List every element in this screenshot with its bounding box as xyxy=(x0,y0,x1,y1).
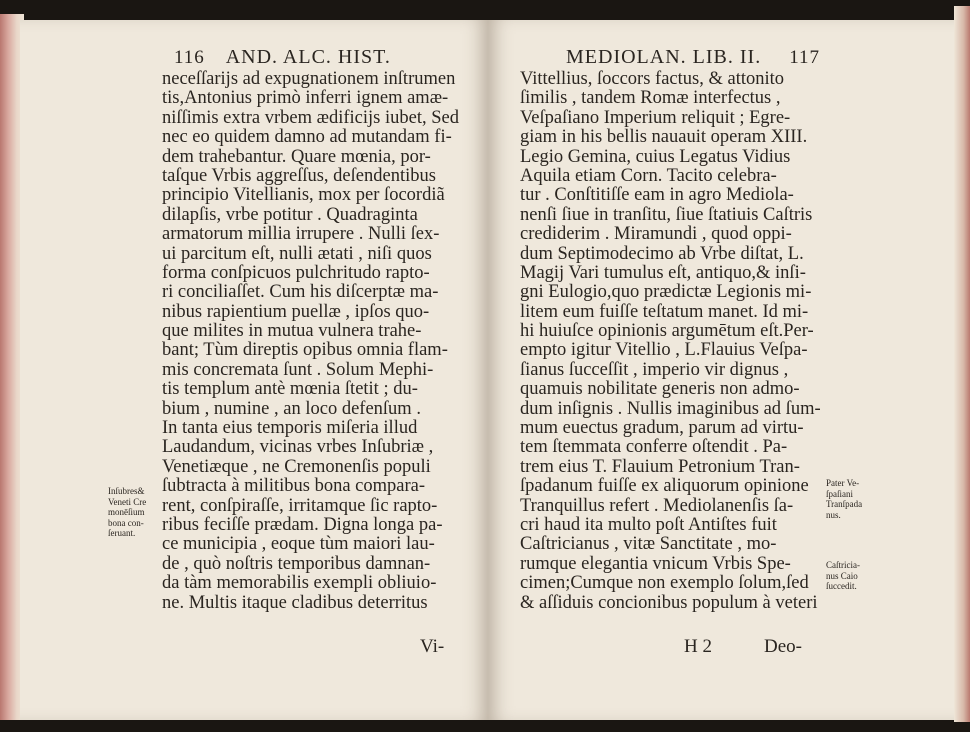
right-running-head xyxy=(566,46,820,69)
text-line: Vittellius, ſoccors factus, & attonito xyxy=(520,70,785,89)
text-line: cimen;Cumque non exemplo ſolum,ſed xyxy=(520,574,809,594)
text-line: ribus feciſſe prædam. Digna longa pa- xyxy=(162,515,443,535)
text-line: Magij Vari tumulus eſt, antiquo,& inſi- xyxy=(520,263,806,283)
text-line: Veſpaſiano Imperium reliquit ; Egre- xyxy=(520,108,791,128)
right-page xyxy=(488,20,954,720)
text-line: dem trahebantur. Quare mœnia, por- xyxy=(162,147,431,167)
left-page-number: 116 xyxy=(174,47,205,68)
text-line: bant; Tùm direptis opibus omnia flam- xyxy=(162,341,448,361)
margin-note-line: bona con- xyxy=(108,517,144,528)
text-line: dum Septimodecimo ab Vrbe diſtat, L. xyxy=(520,244,804,264)
text-line: hi huiuſce opinionis argumētum eſt.Per- xyxy=(520,322,814,342)
left-running-head-title: AND. ALC. HIST. xyxy=(225,46,391,68)
text-line: tis templum antè mœnia ſtetit ; du- xyxy=(162,380,418,400)
text-line: nibus rapientium puellæ , ipſos quo- xyxy=(162,302,430,322)
text-line: crediderim . Miramundi , quod oppi- xyxy=(520,225,792,245)
left-catchword: Vi- xyxy=(420,636,445,657)
text-line: ſimilis , tandem Romæ interfectus , xyxy=(520,89,781,109)
text-line: ri conciliaſſet. Cum his diſcerptæ ma- xyxy=(162,283,439,303)
text-line: armatorum millia irrupere . Nulli ſex- xyxy=(162,225,440,245)
margin-note-line: ſpaſiani xyxy=(826,488,853,499)
margin-note-line: ſeruant. xyxy=(108,528,136,538)
text-line: dum inſignis . Nullis imaginibus ad ſum- xyxy=(520,399,821,419)
text-line: In tanta eius temporis miſeria illud xyxy=(162,419,418,439)
text-line: mum euectus gradum, parum ad virtu- xyxy=(520,419,804,439)
right-catchword: Deo- xyxy=(764,636,802,657)
left-margin-note xyxy=(108,486,146,539)
right-page-number: 117 xyxy=(789,47,820,68)
text-line: ſianus ſucceſſit , imperio vir dignus , xyxy=(520,360,789,380)
text-line: Tranquillus refert . Mediolanenſis ſa- xyxy=(520,496,794,516)
margin-note-line: Pater Ve- xyxy=(826,478,860,488)
text-line: ui parcitum eſt, nulli ætati , niſi quos xyxy=(162,244,432,264)
text-line: quamuis nobilitate generis non admo- xyxy=(520,380,800,400)
text-line: neceſſarijs ad expugnationem inſtrumen xyxy=(162,70,456,89)
text-line: tis,Antonius primò inferri ignem amæ- xyxy=(162,89,449,109)
margin-note-line: Caſtricia- xyxy=(826,560,860,570)
text-line: tem ſtemmata conferre oſtendit . Pa- xyxy=(520,438,788,458)
text-line: que milites in mutua vulnera trahe- xyxy=(162,322,422,342)
text-line: rent, conſpiraſſe, irritamque ſic rapto- xyxy=(162,496,438,516)
right-margin-note-2 xyxy=(826,560,860,592)
margin-note-line: nus. xyxy=(826,509,841,520)
text-line: Caſtricianus , vitæ Sanctitate , mo- xyxy=(520,535,777,555)
text-line: de , quò noſtris temporibus damnan- xyxy=(162,554,431,574)
left-page xyxy=(20,20,488,720)
text-line: nec eo quidem damno ad mutandam fi- xyxy=(162,128,452,148)
text-line: cri haud ita multo poſt Antiſtes fuit xyxy=(520,515,777,535)
margin-note-line: Tranſpada xyxy=(826,499,863,509)
text-line: & aſſiduis concionibus populum à veteri xyxy=(520,593,818,613)
right-margin-note-1 xyxy=(826,478,862,520)
right-running-head-title: MEDIOLAN. LIB. II. xyxy=(566,46,762,68)
text-line: trem eius T. Flauium Petronium Tran- xyxy=(520,457,800,477)
text-line: Legio Gemina, cuius Legatus Vidius xyxy=(520,147,791,167)
right-body-text xyxy=(520,70,822,613)
text-line: Venetiæque , ne Cremonenſis populi xyxy=(162,457,431,477)
text-line: Laudandum, vicinas vrbes Inſubriæ , xyxy=(162,438,434,458)
text-line: Aquila etiam Corn. Tacito celebra- xyxy=(520,166,777,186)
text-line: rumque elegantia vnicum Vrbis Spe- xyxy=(520,554,791,574)
margin-note-line: Inſubres& xyxy=(108,486,145,496)
margin-note-line: Veneti Cre xyxy=(108,496,147,507)
book-edge-right xyxy=(954,6,970,722)
text-line: da tàm memorabilis exempli obliuio- xyxy=(162,574,437,594)
text-line: nenſi ſiue in tranſitu, ſiue ſtatiuis Caſtris xyxy=(520,205,813,225)
left-body-text xyxy=(162,70,480,613)
margin-note-line: monēſium xyxy=(108,507,145,517)
text-line: niſſimis extra vrbem ædificijs iubet, Sed xyxy=(162,108,459,128)
text-line: empto igitur Vitellio , L.Flauius Veſpa- xyxy=(520,341,808,361)
text-line: bium , numine , an loco defenſum . xyxy=(162,399,421,419)
text-line: ſpadanum fuiſſe ex aliquorum opinione xyxy=(520,477,809,497)
text-line: litem eum fuiſſe teſtatum manet. Id mi- xyxy=(520,302,809,322)
text-line: mis concremata ſunt . Solum Mephi- xyxy=(162,360,434,380)
text-line: forma conſpicuos pulchritudo rapto- xyxy=(162,263,430,283)
margin-note-line: ſuccedit. xyxy=(826,581,857,591)
text-line: giam in his bellis nauauit operam XIII. xyxy=(520,128,808,148)
text-line: ſubtracta à militibus bona compara- xyxy=(162,477,426,497)
text-line: gni Eulogio,quo prædictæ Legionis mi- xyxy=(520,283,812,303)
left-running-head xyxy=(174,46,391,69)
text-line: principio Vitellianis, mox per ſocordiã xyxy=(162,186,445,206)
margin-note-line: nus Caio xyxy=(826,570,858,581)
text-line: tur . Conſtitiſſe eam in agro Mediola- xyxy=(520,186,794,206)
right-signature-mark: H 2 xyxy=(684,636,712,657)
text-line: dilapſis, vrbe potitur . Quadraginta xyxy=(162,205,418,225)
text-line: taſque Vrbis aggreſſus, deſendentibus xyxy=(162,166,436,186)
text-line: ce municipia , eoque tùm maiori lau- xyxy=(162,535,435,555)
text-line: ne. Multis itaque cladibus deterritus xyxy=(162,593,428,613)
